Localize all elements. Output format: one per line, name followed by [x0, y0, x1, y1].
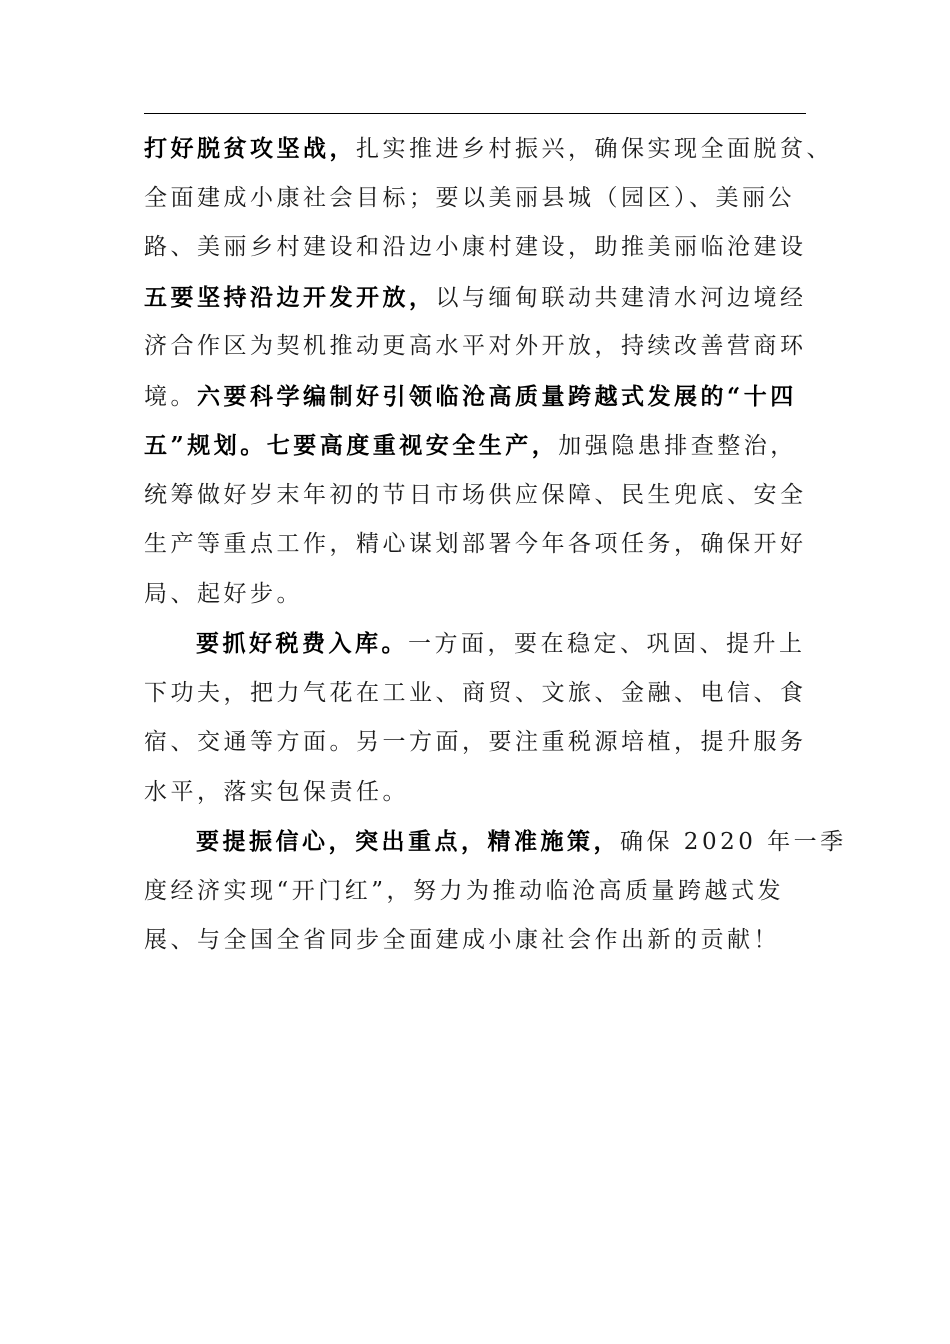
header-rule — [144, 113, 806, 114]
text-line — [144, 372, 834, 422]
text-line — [144, 520, 834, 570]
text-line — [144, 421, 834, 471]
text-run: 境。 — [144, 383, 197, 410]
bold-text-run: 打好脱贫攻坚战， — [144, 135, 356, 162]
text-run: 度经济实现“开门红”，努力为推动临沧高质量跨越式发 — [144, 877, 785, 904]
text-line — [144, 124, 834, 174]
text-run: 加强隐患排查整治， — [558, 433, 797, 459]
text-line — [144, 174, 834, 224]
bold-text-run: 要抓好税费入库。 — [196, 630, 408, 657]
bold-text-run: 五要坚持沿边开发开放， — [144, 283, 436, 311]
text-line — [144, 718, 834, 768]
text-line — [144, 867, 834, 917]
text-run: 水平，落实包保责任。 — [144, 778, 409, 805]
text-line — [144, 273, 834, 323]
text-run: 下功夫，把力气花在工业、商贸、文旅、金融、电信、食 — [144, 679, 807, 706]
text-run: 统筹做好岁末年初的节日市场供应保障、民生兜底、安全 — [144, 481, 807, 508]
text-run: 扎实推进乡村振兴，确保实现全面脱贫、 — [356, 136, 833, 162]
text-line — [144, 471, 834, 521]
text-run: 以与缅甸联动共建清水河边境经 — [435, 284, 807, 311]
text-run: 展、与全国全省同步全面建成小康社会作出新的贡献！ — [144, 927, 780, 953]
text-line — [144, 768, 834, 818]
text-line — [144, 817, 847, 867]
text-line — [144, 916, 834, 966]
text-run: 确保 2020 年一季 — [620, 829, 847, 855]
text-run: 全面建成小康社会目标；要以美丽县城（园区）、美丽公 — [144, 184, 795, 211]
bold-text-run: 六要科学编制好引领临沧高质量跨越式发展的“十四 — [197, 382, 797, 410]
text-run: 路、美丽乡村建设和沿边小康村建设，助推美丽临沧建设 — [144, 234, 807, 260]
text-line — [144, 223, 834, 273]
text-run: 宿、交通等方面。另一方面，要注重税源培植，提升服务 — [144, 729, 807, 755]
text-run: 局、起好步。 — [144, 580, 303, 607]
text-line — [144, 619, 834, 669]
text-run: 一方面，要在稳定、巩固、提升上 — [408, 631, 806, 657]
text-line — [144, 322, 834, 372]
text-run: 生产等重点工作，精心谋划部署今年各项任务，确保开好 — [144, 531, 807, 557]
bold-text-run: 要提振信心，突出重点，精准施策， — [196, 828, 620, 855]
document-body — [144, 124, 847, 966]
text-line — [144, 669, 834, 719]
text-line — [144, 570, 834, 620]
bold-text-run: 五”规划。七要高度重视安全生产， — [144, 432, 559, 459]
text-run: 济合作区为契机推动更高水平对外开放，持续改善营商环 — [144, 333, 807, 359]
